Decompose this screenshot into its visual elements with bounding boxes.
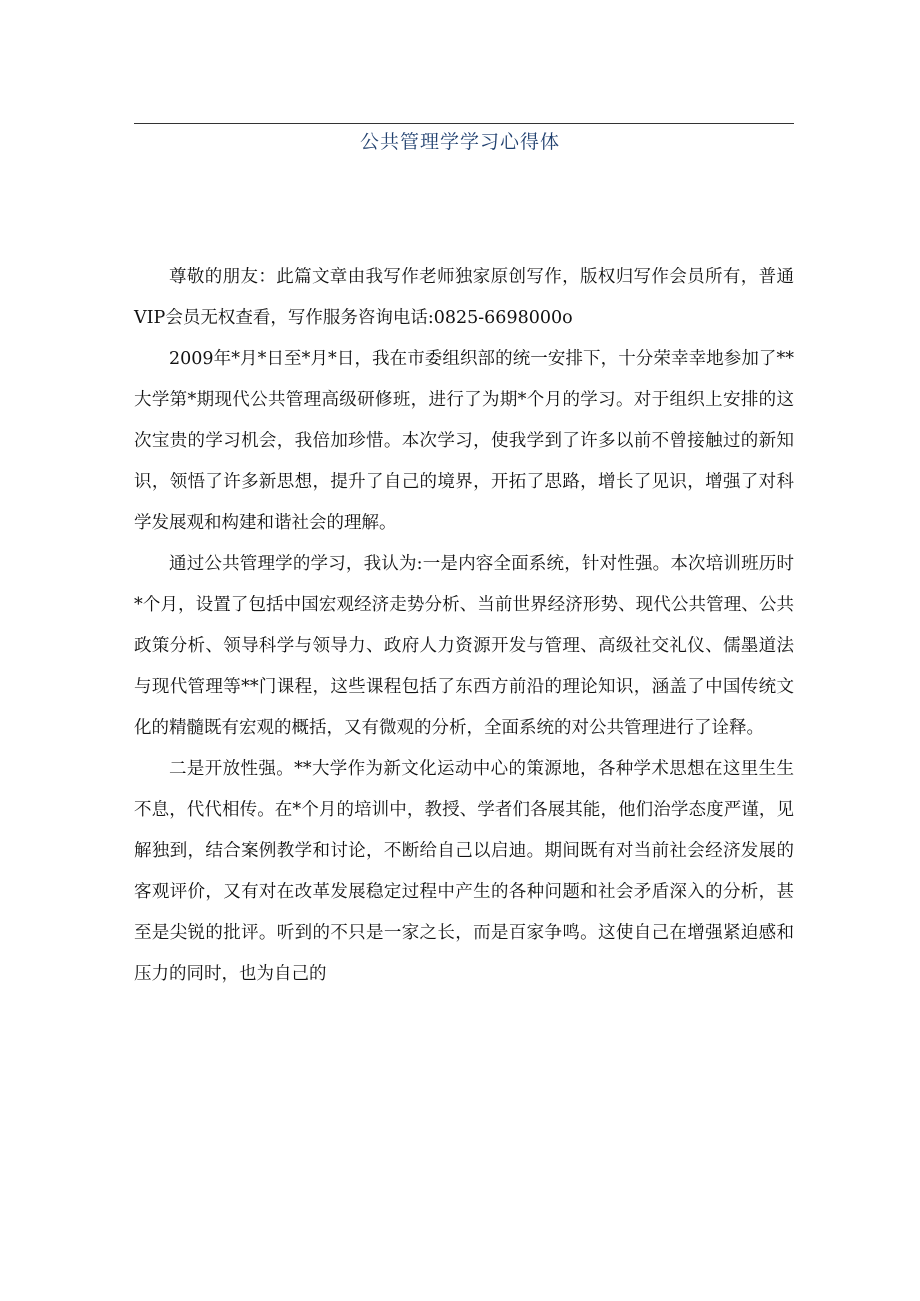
paragraph-point-two: 二是开放性强。**大学作为新文化运动中心的策源地，各种学术思想在这里生生不息，代代相传。在*个月的培训中，教授、学者们各展其能，他们治学态度严谨，见解独到，结合案例教学和讨论，不断给自己以启迪。期间既有对当前社会经济发展的客观评价，又有对在改革发展稳定过程中产生的各种问题和社会矛盾深入的分析，甚至是尖锐的批评。听到的不只是一家之长，而是百家争鸣。这使自己在增强紧迫感和压力的同时，也为自己的 [134, 759, 794, 984]
paragraph-copyright-notice: 尊敬的朋友：此篇文章由我写作老师独家原创写作，版权归写作会员所有，普通VIP会员无权查看，写作服务咨询电话:0825-6698000o [134, 267, 794, 328]
header-rule [134, 123, 794, 124]
document-title: 公共管理学学习心得体 [359, 131, 560, 153]
document-body [134, 257, 794, 995]
paragraph-intro: 2009年*月*日至*月*日，我在市委组织部的统一安排下，十分荣幸幸地参加了**大学第*期现代公共管理高级研修班，进行了为期*个月的学习。对于组织上安排的这次宝贵的学习机会，我倍加珍惜。本次学习，使我学到了许多以前不曾接触过的新知识，领悟了许多新思想，提升了自己的境界，开拓了思路，增长了见识，增强了对科学发展观和构建和谐社会的理解。 [134, 349, 794, 533]
paragraph-point-one: 通过公共管理学的学习，我认为:一是内容全面系统，针对性强。本次培训班历时*个月，设置了包括中国宏观经济走势分析、当前世界经济形势、现代公共管理、公共政策分析、领导科学与领导力、政府人力资源开发与管理、高级社交礼仪、儒墨道法与现代管理等**门课程，这些课程包括了东西方前沿的理论知识，涵盖了中国传统文化的精髓既有宏观的概括，又有微观的分析，全面系统的对公共管理进行了诠释。 [134, 554, 794, 738]
